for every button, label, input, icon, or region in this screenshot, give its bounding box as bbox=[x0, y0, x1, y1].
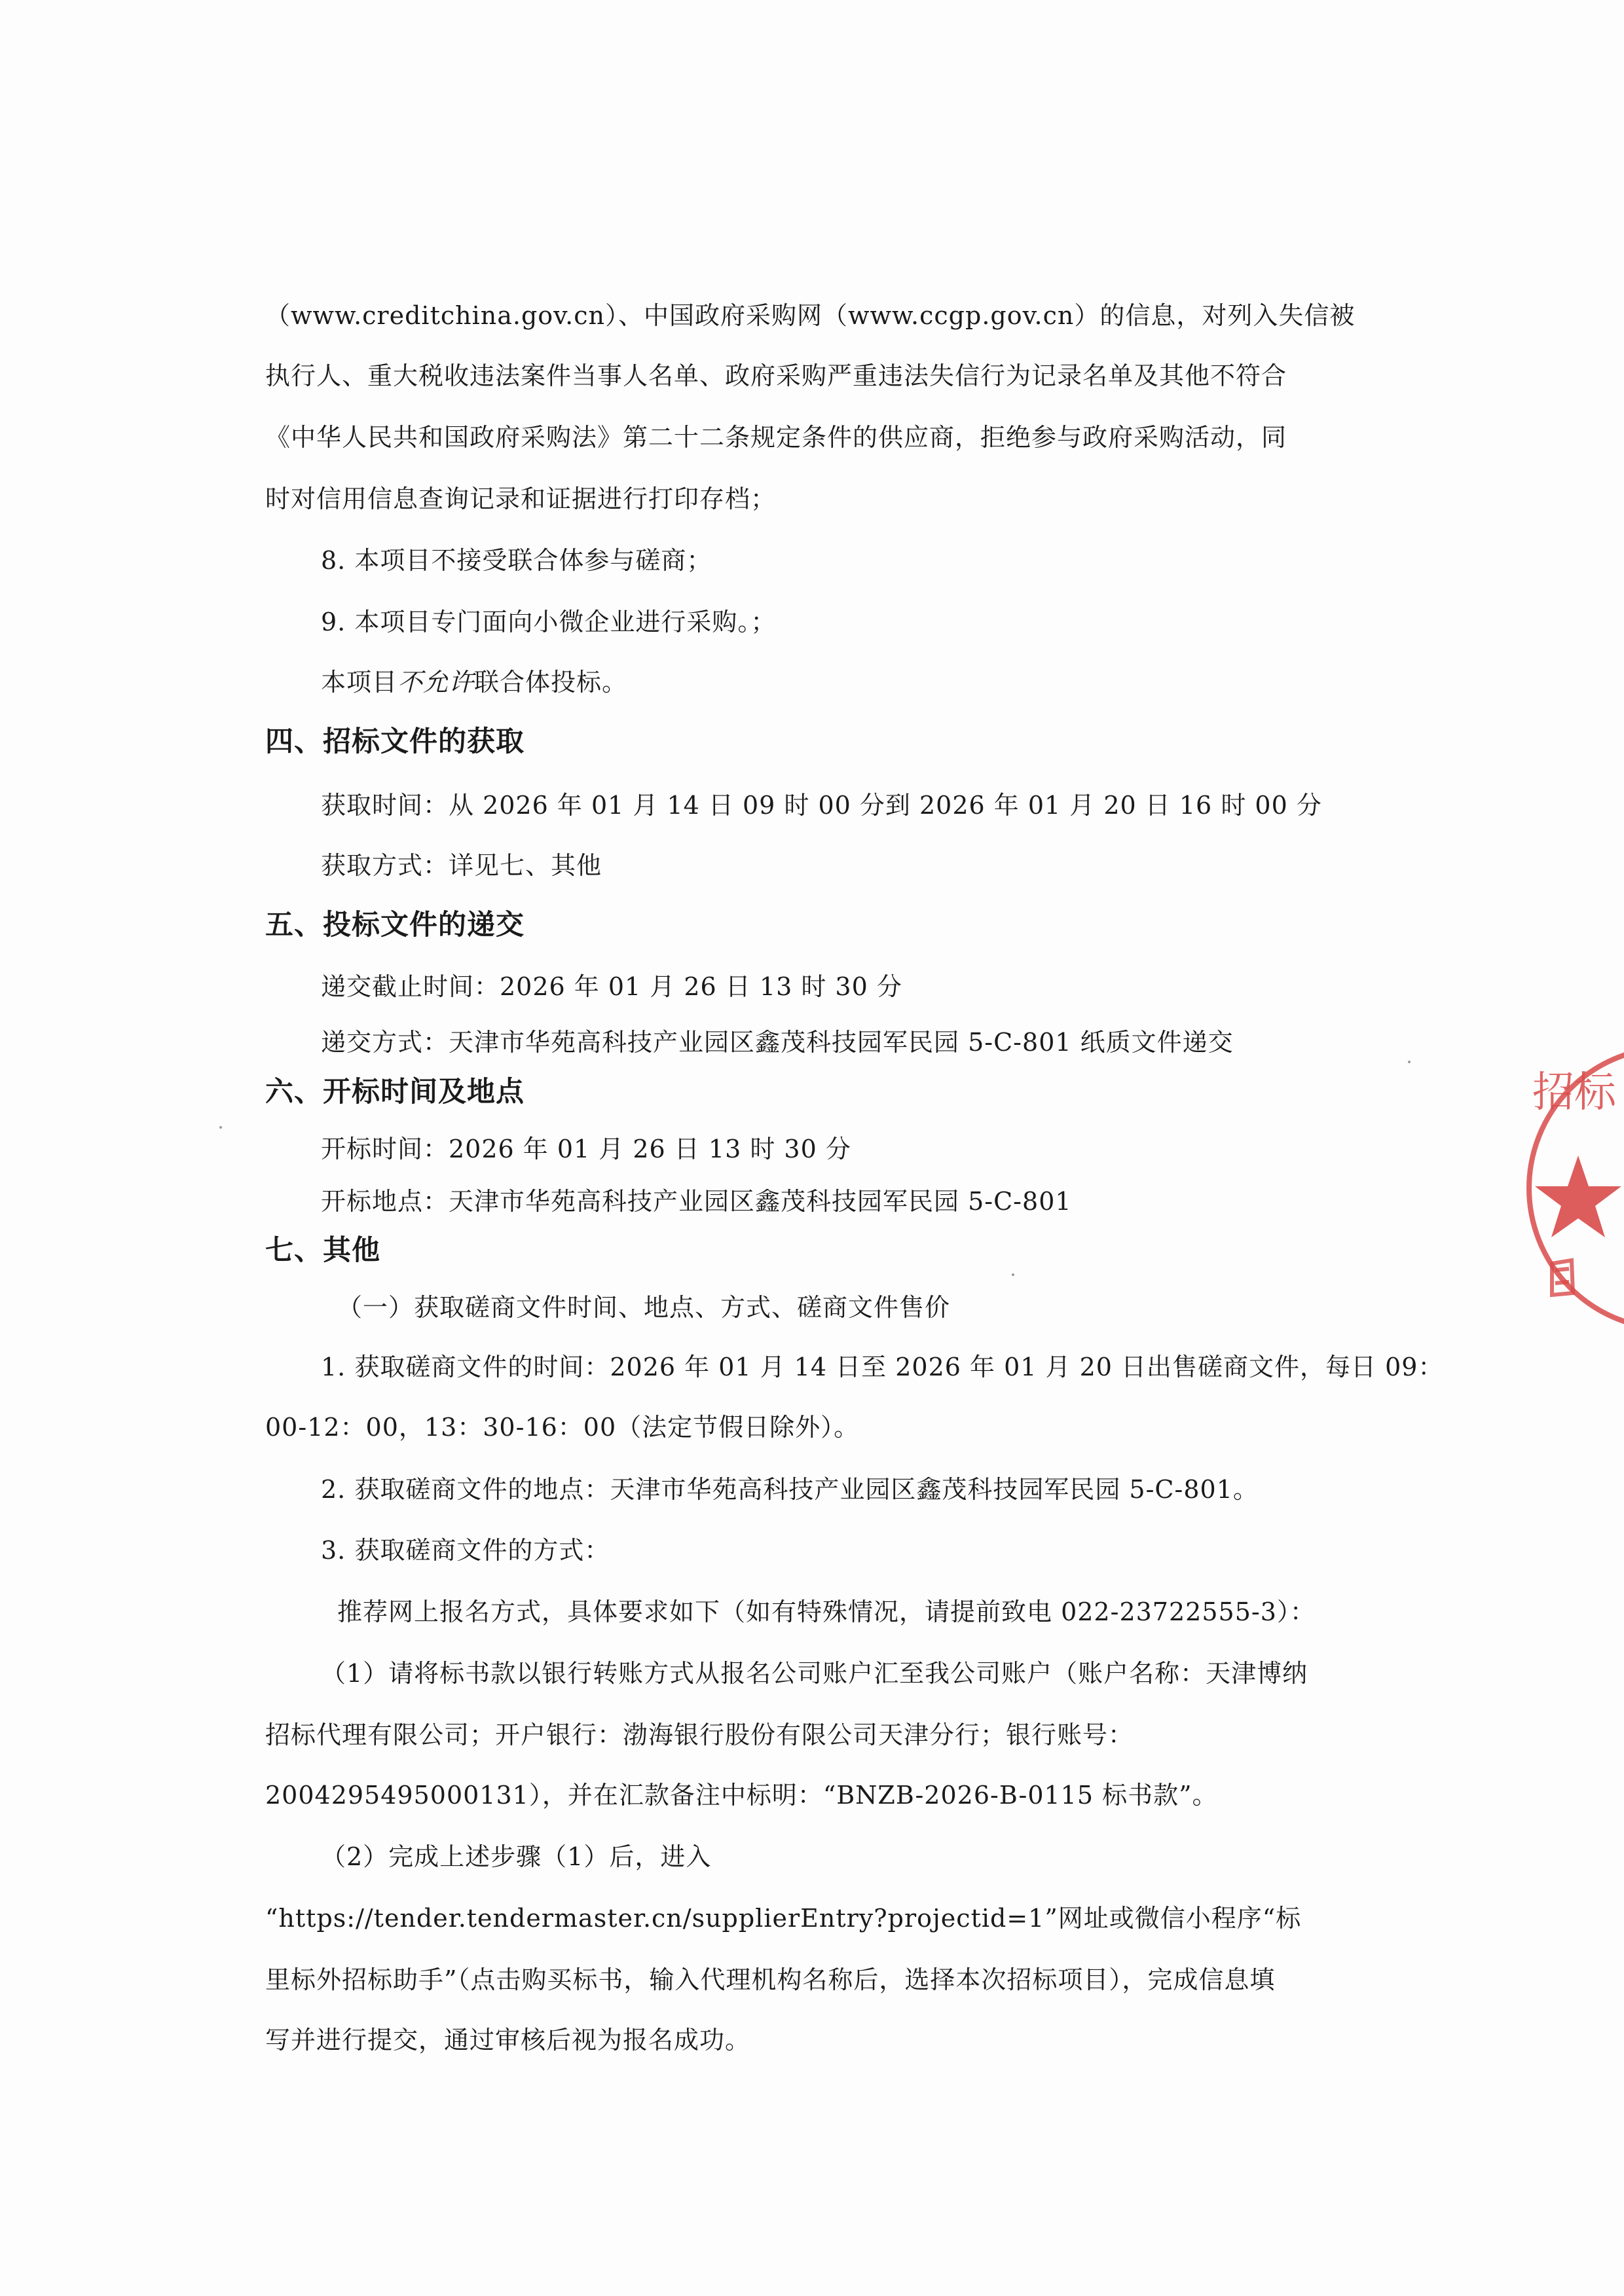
paragraph-line: 《中华人民共和国政府采购法》第二十二条规定条件的供应商，拒绝参与政府采购活动，同 bbox=[265, 423, 1287, 452]
paragraph-line: 2004295495000131），并在汇款备注中标明：“BNZB-2026-B-0115 标书款”。 bbox=[265, 1781, 1218, 1810]
paragraph-line: 招标代理有限公司；开户银行：渤海银行股份有限公司天津分行；银行账号： bbox=[265, 1721, 1134, 1749]
paragraph-line: 里标外招标助手”（点击购买标书，输入代理机构名称后，选择本次招标项目），完成信息填 bbox=[265, 1965, 1276, 1994]
official-seal-stamp bbox=[1506, 1034, 1624, 1336]
opening-time: 开标时间：2026 年 01 月 26 日 13 时 30 分 bbox=[321, 1135, 851, 1163]
scan-speck bbox=[219, 1126, 222, 1129]
paragraph-line: 推荐网上报名方式，具体要求如下（如有特殊情况，请提前致电 022-23722555-3）： bbox=[337, 1597, 1316, 1626]
paragraph-line: （1）请将标书款以银行转账方式从报名公司账户汇至我公司账户（账户名称：天津博纳 bbox=[321, 1659, 1308, 1688]
scan-speck bbox=[1408, 1061, 1411, 1063]
paragraph-line: 写并进行提交，通过审核后视为报名成功。 bbox=[265, 2026, 751, 2054]
section-heading-4: 四、招标文件的获取 bbox=[265, 725, 525, 758]
paragraph-line: 执行人、重大税收违法案件当事人名单、政府采购严重违法失信行为记录名单及其他不符合 bbox=[265, 361, 1287, 390]
submit-method: 递交方式：天津市华苑高科技产业园区鑫茂科技园军民园 5-C-801 纸质文件递交 bbox=[321, 1028, 1234, 1057]
subsection-heading-1: （一）获取磋商文件时间、地点、方式、磋商文件售价 bbox=[337, 1293, 951, 1322]
paragraph-line: 00-12：00，13：30-16：00（法定节假日除外）。 bbox=[265, 1413, 860, 1442]
scan-speck bbox=[1012, 1273, 1014, 1276]
submit-deadline: 递交截止时间：2026 年 01 月 26 日 13 时 30 分 bbox=[321, 972, 902, 1001]
paragraph-line: （www.creditchina.gov.cn）、中国政府采购网（www.ccgp.gov.cn）的信息，对列入失信被 bbox=[265, 301, 1356, 330]
consortium-suffix: 联合体投标。 bbox=[474, 668, 628, 697]
consortium-statement bbox=[321, 666, 627, 699]
paragraph-line: 时对信用信息查询记录和证据进行打印存档； bbox=[265, 484, 777, 513]
list-item-8: 8. 本项目不接受联合体参与磋商； bbox=[321, 546, 712, 575]
paragraph-line: 1. 获取磋商文件的时间：2026 年 01 月 14 日至 2026 年 01 月 20 日出售磋商文件，每日 09： bbox=[321, 1353, 1444, 1381]
section-heading-5: 五、投标文件的递交 bbox=[265, 909, 525, 941]
consortium-prefix: 本项目 bbox=[321, 668, 398, 697]
seal-text: 招标 bbox=[1532, 1068, 1616, 1117]
opening-place: 开标地点：天津市华苑高科技产业园区鑫茂科技园军民园 5-C-801 bbox=[321, 1187, 1072, 1216]
paragraph-line: 3. 获取磋商文件的方式： bbox=[321, 1536, 610, 1565]
paragraph-line: “https://tender.tendermaster.cn/supplierEntry?projectid=1”网址或微信小程序“标 bbox=[265, 1904, 1302, 1933]
consortium-emphasis: 不允许 bbox=[397, 668, 475, 697]
obtain-time: 获取时间：从 2026 年 01 月 14 日 09 时 00 分到 2026 年 01 月 20 日 16 时 00 分 bbox=[321, 791, 1322, 820]
obtain-method: 获取方式：详见七、其他 bbox=[321, 851, 602, 880]
section-heading-6: 六、开标时间及地点 bbox=[265, 1076, 525, 1108]
seal-star-icon bbox=[1535, 1156, 1621, 1237]
section-heading-7: 七、其他 bbox=[265, 1234, 380, 1267]
paragraph-line: 2. 获取磋商文件的地点：天津市华苑高科技产业园区鑫茂科技园军民园 5-C-801。 bbox=[321, 1475, 1259, 1504]
paragraph-line: （2）完成上述步骤（1）后，进入 bbox=[321, 1842, 712, 1871]
list-item-9: 9. 本项目专门面向小微企业进行采购。； bbox=[321, 608, 777, 636]
